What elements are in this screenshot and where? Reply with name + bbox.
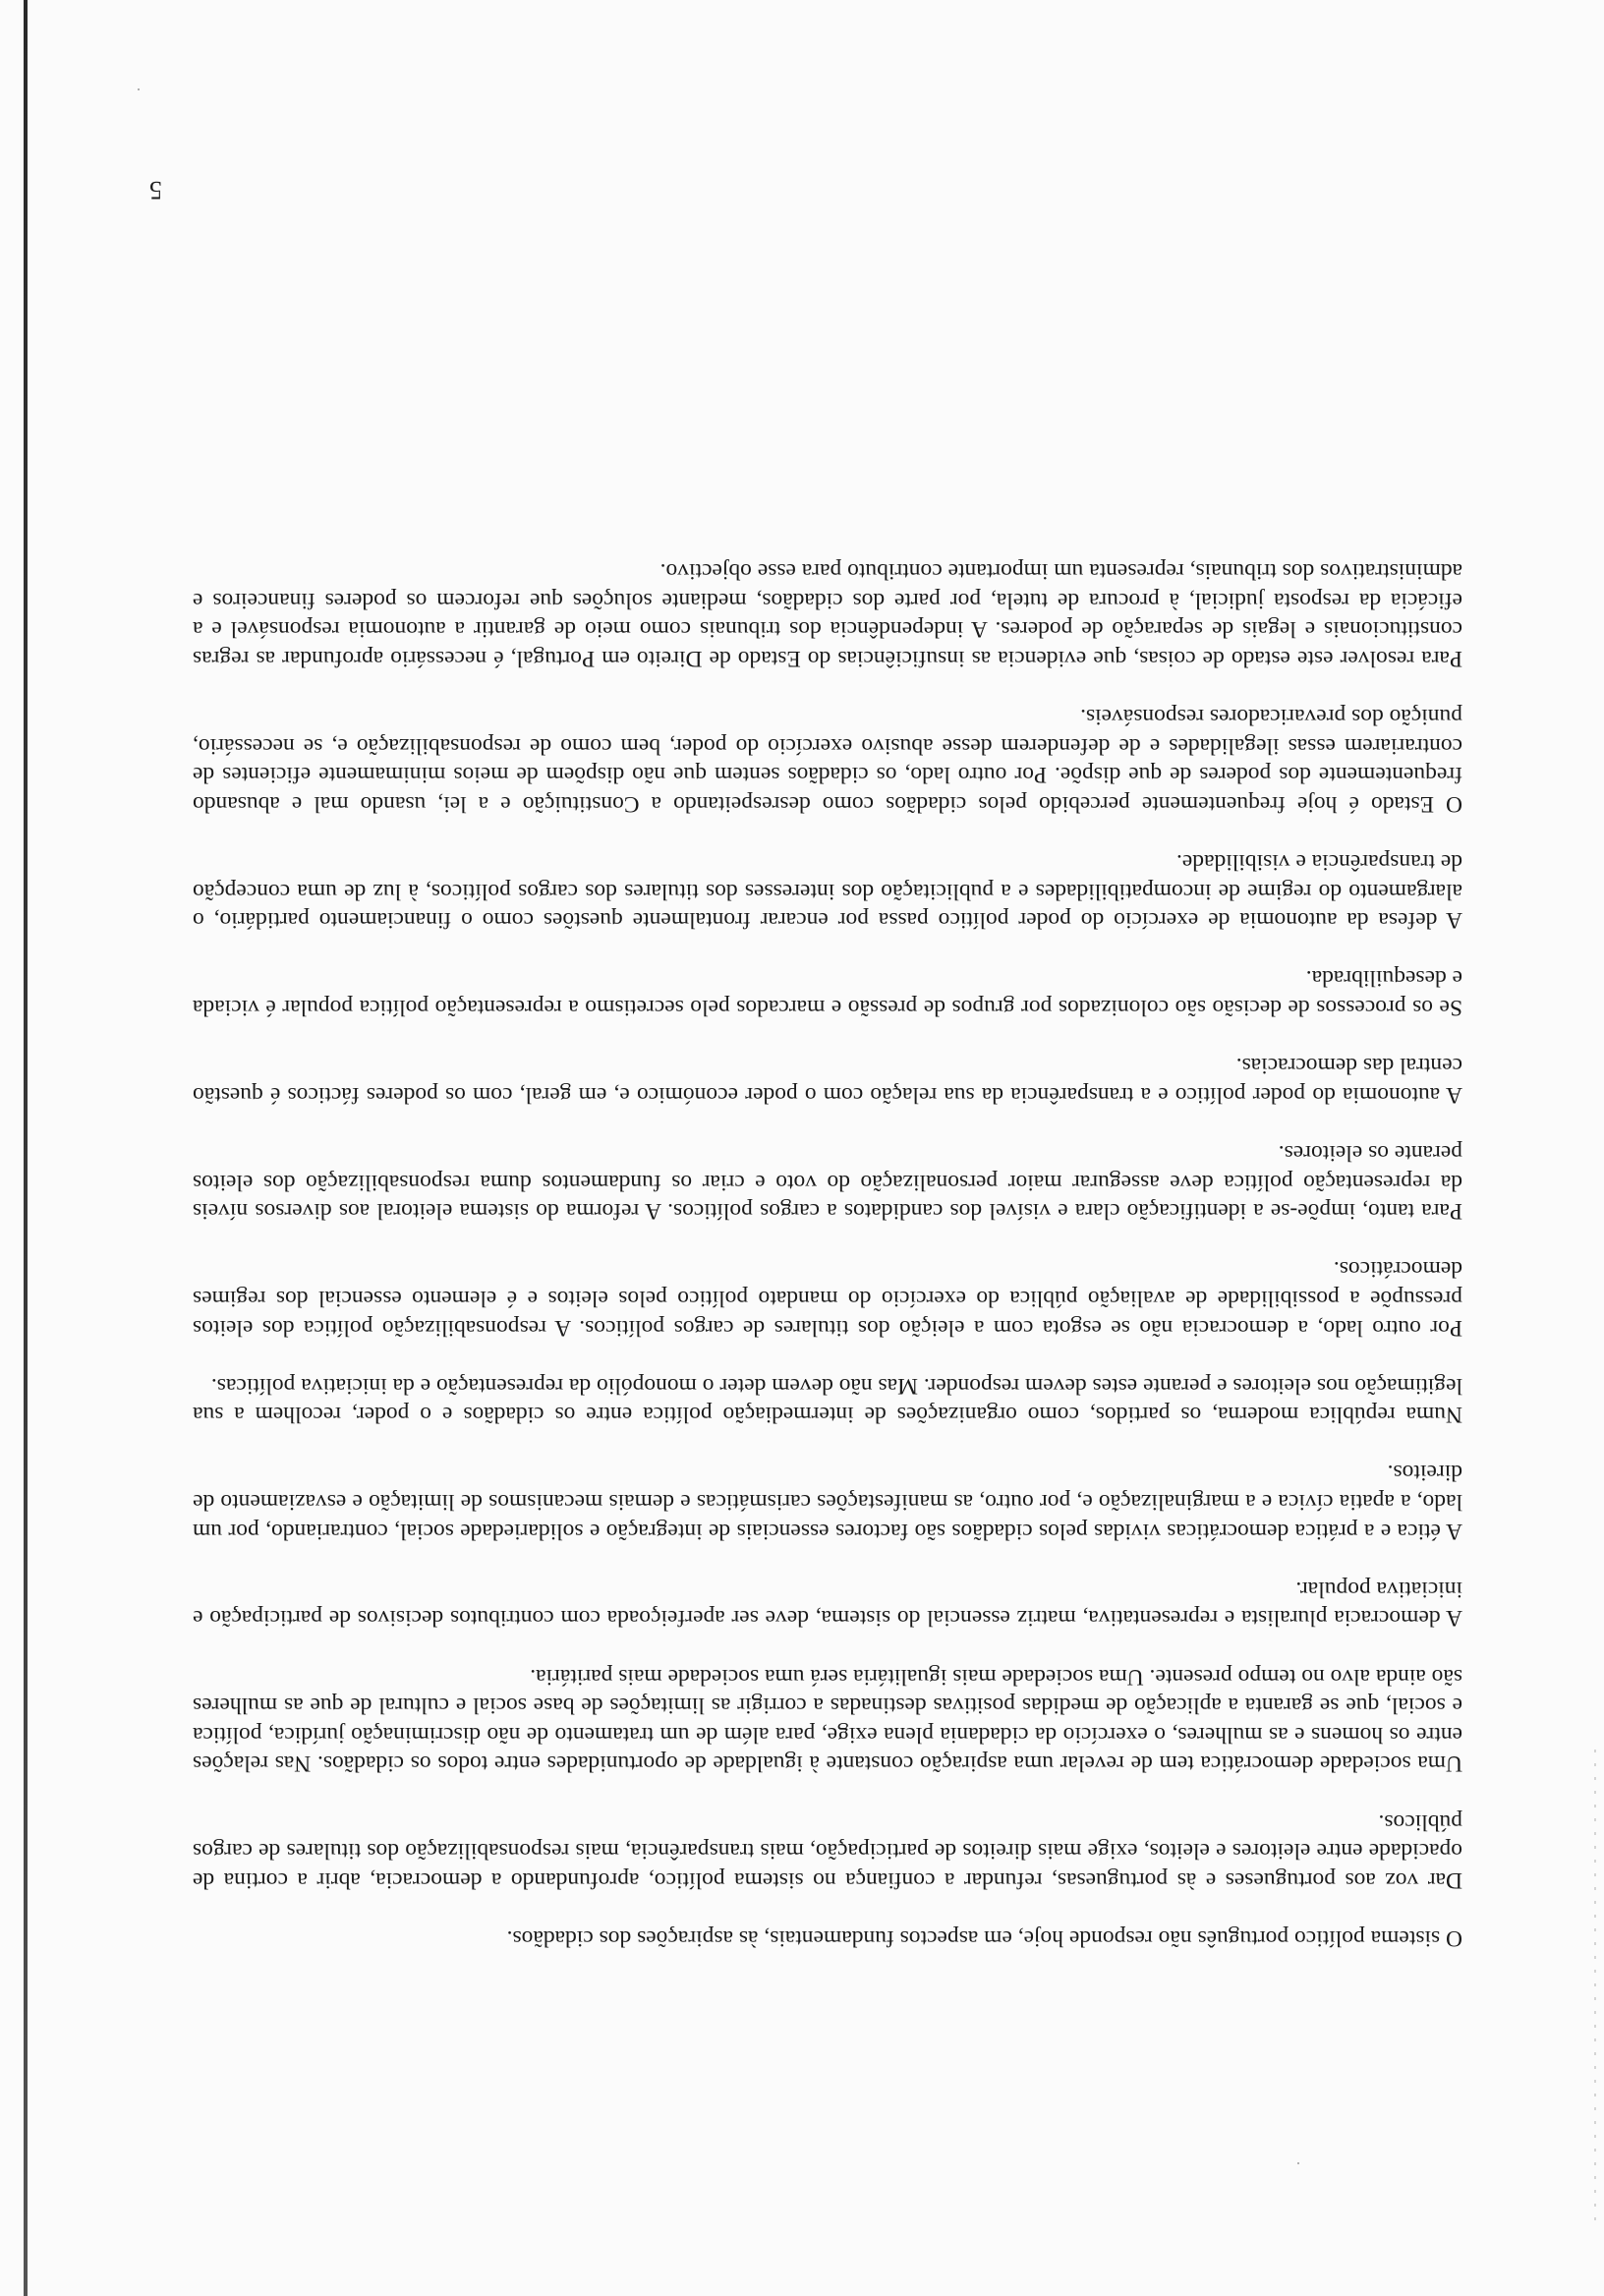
page-number: 5 — [149, 176, 162, 204]
paragraph: O sistema político português não responde hoje, em aspectos fundamentais, às aspirações dos cidadãos. — [506, 1925, 1462, 1951]
paragraph: Dar voz aos portugueses e às portuguesas, refundar a confiança no sistema político, aprofundando a democracia, abrir a cortina de opacidade entre eleitores e eleitos, exige mais direitos de participação, mais transparência, mais responsabilização dos titulares de cargos públicos. — [193, 1808, 1462, 1893]
paragraph: Por outro lado, a democracia não se esgota com a eleição dos titulares de cargos políticos. A responsabilização política dos eleitos pressupõe a possibilidade de avaliação pública do exercício do mandato político pelos eleitos e é elemento essencial dos regimes democráticos. — [193, 1256, 1462, 1341]
document-body — [193, 527, 1462, 1952]
paragraph: A ética e a prática democráticas vividas pelos cidadãos são factores essenciais de integração e solidariedade social, contrariando, por um lado, a apatia cívica e a marginalização e, por outro, as manifestações carismáticas e demais mecanismos de limitação e esvaziamento de direitos. — [193, 1460, 1462, 1544]
paragraph: Uma sociedade democrática tem de revelar uma aspiração constante à igualdade de oportunidades entre todos os cidadãos. Nas relações entre os homens e as mulheres, o exercício da cidadania plena exige, para além de um tratamento de não discriminação jurídica, política e social, que se garanta a aplicação de medidas positivas destinadas a corrigir as limitações de base social e cultural de que as mulheres são ainda alvo no tempo presente. Uma sociedade mais igualitária será uma sociedade mais paritária. — [193, 1663, 1462, 1777]
paragraph: A defesa da autonomia de exercício do poder político passa por encarar frontalmente questões como o financiamento partidário, o alargamento do regime de incompatibilidades e a publicitação dos interesses dos titulares dos cargos políticos, à luz de uma concepção de transparência e visibilidade. — [193, 849, 1462, 934]
paragraph: Para resolver este estado de coisas, que evidencia as insuficiências do Estado de Direito em Portugal, é necessário aprofundar as regras constitucionais e legais de separação de poderes. A independência dos tribunais como meio de garantir a autonomia responsável e a eficácia da resposta judicial, à procura de tutela, por parte dos cidadãos, mediante soluções que reforcem os poderes financeiros e administrativos dos tribunais, representa um importante contributo para esse objectivo. — [193, 558, 1462, 671]
paragraph: Para tanto, impõe-se a identificação clara e visível dos candidatos a cargos políticos. A reforma do sistema eleitoral aos diversos níveis da representação política deve assegurar maior personalização do voto e criar os fundamentos duma responsabilização dos eleitos perante os eleitores. — [193, 1139, 1462, 1225]
paragraph: Numa república moderna, os partidos, como organizações de intermediação política entre os cidadãos e o poder, recolhem a sua legitimação nos eleitores e perante estes devem responder. Mas não devem deter o monopólio da representação e da iniciativa políticas. — [193, 1372, 1462, 1428]
paragraph: O Estado é hoje frequentemente percebido pelos cidadãos como desrespeitando a Constituição e a lei, usando mal e abusando frequentemente dos poderes de que dispõe. Por outro lado, os cidadãos sentem que não dispõem de meios minimamente eficientes de contrariarem essas ilegalidades e de defenderem desse abusivo exercício do poder, bem como de responsabilização e, se necessário, punição dos prevaricadores responsáveis. — [193, 704, 1462, 817]
paragraph: Se os processos de decisão são colonizados por grupos de pressão e marcados pelo secretismo a representação política popular é viciada e desequilibrada. — [193, 965, 1462, 1020]
paragraph: A democracia pluralista e representativa, matriz essencial do sistema, deve ser aperfeiçoada com contributos decisivos de participação e iniciativa popular. — [193, 1576, 1462, 1632]
paragraph: A autonomia do poder político e a transparência da sua relação com o poder económico e, em geral, com os poderes fácticos é questão central das democracias. — [193, 1053, 1462, 1108]
